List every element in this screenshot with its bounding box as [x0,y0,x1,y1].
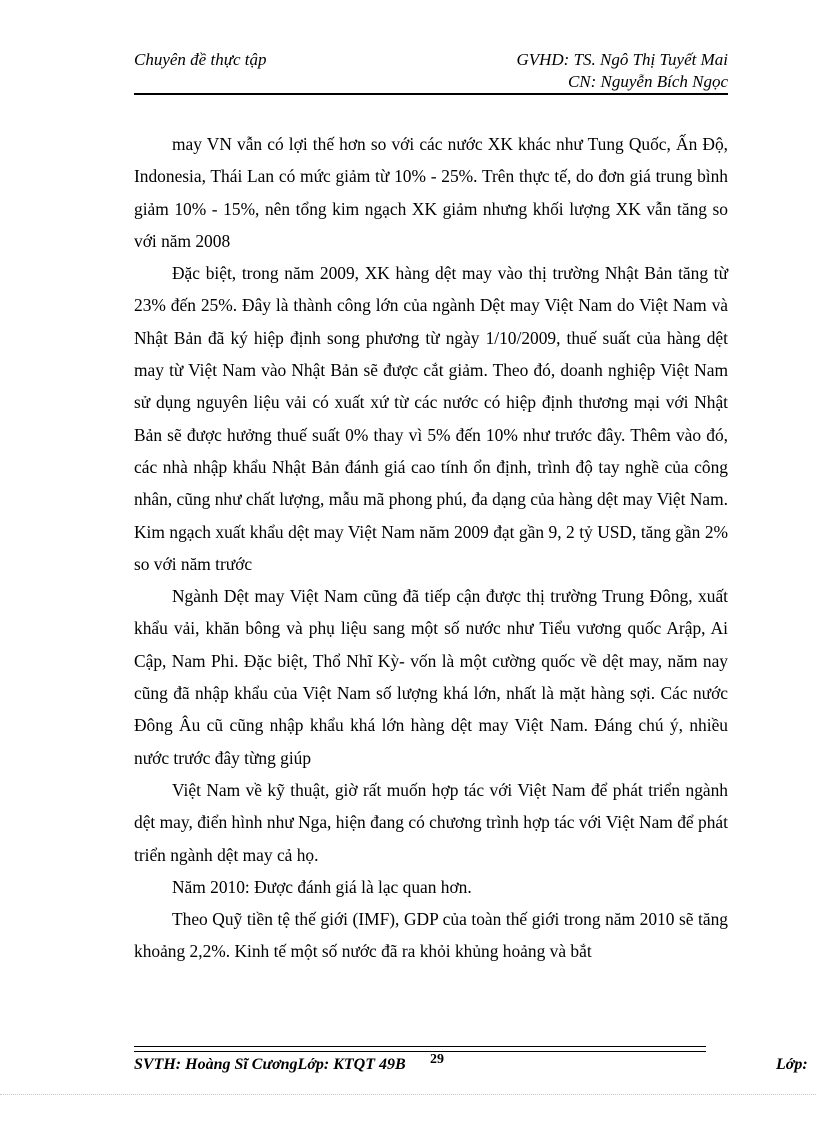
header-divider [134,93,728,95]
page-header [134,48,728,94]
paragraph-3: Ngành Dệt may Việt Nam cũng đã tiếp cận được thị trường Trung Đông, xuất khẩu vải, khăn bông và phụ liệu sang một số nước như Tiểu vương quốc Arập, Ai Cập, Nam Phi. Đặc biệt, Thổ Nhĩ Kỳ- vốn là một cường quốc về dệt may, năm nay cũng đã nhập khẩu của Việt Nam số lượng khá lớn, nhất là mặt hàng sợi. Các nước Đông Âu cũ cũng nhập khẩu khá lớn hàng dệt may Việt Nam. Đáng chú ý, nhiều nước trước đây từng giúp [134,586,728,768]
page-number: 29 [430,1052,444,1067]
paragraph-4: Việt Nam về kỹ thuật, giờ rất muốn hợp tác với Việt Nam để phát triển ngành dệt may, điển hình như Nga, hiện đang có chương trình hợp tác với Việt Nam để phát triển ngành dệt may cả họ. [134,779,728,865]
paragraph-1: may VN vẫn có lợi thế hơn so với các nước XK khác như Tung Quốc, Ấn Độ, Indonesia, Thái Lan có mức giảm từ 10% - 25%. Trên thực tế, do đơn giá trung bình giảm 10% - 15%, nên tổng kim ngạch XK giảm nhưng khối lượng XK vẫn tăng so với năm 2008 [134,134,728,251]
page-bottom-dotted-line [0,1094,816,1095]
body-text [134,128,728,968]
footer-student-info: SVTH: Hoàng Sĩ CươngLớp: KTQT 49B [134,1056,406,1073]
footer-class-label: Lớp: [776,1056,808,1073]
header-co-supervisor: CN: Nguyễn Bích Ngọc [567,72,728,91]
paragraph-2: Đặc biệt, trong năm 2009, XK hàng dệt may vào thị trường Nhật Bản tăng từ 23% đến 25%. Đây là thành công lớn của ngành Dệt may Việt Nam do Việt Nam và Nhật Bản đã ký hiệp định song phương từ ngày 1/10/2009, thuế suất của hàng dệt may từ Việt Nam vào Nhật Bản sẽ được cắt giảm. Theo đó, doanh nghiệp Việt Nam sử dụng nguyên liệu vải có xuất xứ từ các nước có hiệp định thương mại với Nhật Bản sẽ được hưởng thuế suất 0% thay vì 5% đến 10% như trước đây. Thêm vào đó, các nhà nhập khẩu Nhật Bản đánh giá cao tính ổn định, trình độ tay nghề của công nhân, cũng như chất lượng, mẫu mã phong phú, đa dạng của hàng dệt may Việt Nam. Kim ngạch xuất khẩu dệt may Việt Nam năm 2009 đạt gần 9, 2 tỷ USD, tăng gần 2% so với năm trước [134,263,728,574]
paragraph-6: Theo Quỹ tiền tệ thế giới (IMF), GDP của toàn thế giới trong năm 2010 sẽ tăng khoảng 2,2%. Kinh tế một số nước đã ra khỏi khủng hoảng và bắt [134,909,728,962]
footer-divider [134,1046,706,1052]
header-supervisor: GVHD: TS. Ngô Thị Tuyết Mai [516,50,728,69]
header-title: Chuyên đề thực tập [134,50,267,69]
paragraph-5: Năm 2010: Được đánh giá là lạc quan hơn. [172,876,472,897]
